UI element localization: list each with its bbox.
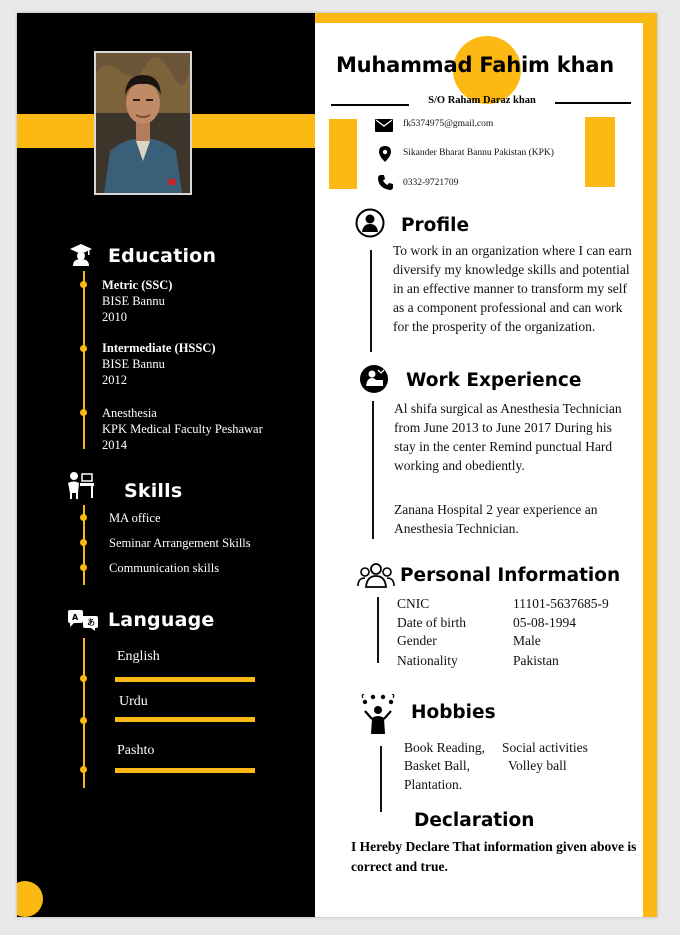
education-institute: BISE Bannu [102,294,165,308]
location-pin-icon [379,146,391,162]
personal-label: Date of birth [397,615,466,630]
timeline-dot [80,514,87,521]
profile-photo [94,51,192,195]
work-entry: Zanana Hospital 2 year experience an Anesthesia Technician. [394,502,598,536]
education-title: Education [108,245,217,267]
education-entry [102,277,172,325]
timeline-dot [80,766,87,773]
education-degree: Intermediate (HSSC) [102,341,216,355]
language-level-bar [115,768,255,773]
education-institute: KPK Medical Faculty Peshawar [102,422,263,436]
education-entry [102,405,263,453]
skill-item: Seminar Arrangement Skills [109,536,251,550]
education-institute: BISE Bannu [102,357,165,371]
declaration-title: Declaration [414,810,535,831]
personal-timeline [377,597,379,663]
skill-item: Communication skills [109,561,220,575]
portrait-image [96,53,190,193]
personal-title: Personal Information [400,565,621,586]
timeline-dot [80,564,87,571]
hobby-item: Social activities [502,740,588,755]
right-accent-bar [643,13,657,917]
language-level-bar [115,677,255,682]
people-group-icon [357,561,395,589]
personal-value: 05-08-1994 [513,615,576,630]
left-sidebar [17,13,315,917]
education-timeline [83,271,85,449]
candidate-name: Muhammad Fahim khan [335,53,615,77]
phone-icon [378,175,393,190]
divider-line [555,102,631,104]
timeline-dot [80,345,87,352]
email-icon [375,119,393,132]
personal-value: Male [513,633,541,648]
language-title: Language [108,609,215,631]
education-degree: Anesthesia [102,406,157,420]
personal-label: Gender [397,633,437,648]
hobbies-timeline [380,746,382,812]
personal-label: Nationality [397,653,458,668]
teacher-desk-icon [65,471,95,499]
skills-title: Skills [124,480,183,502]
contact-accent-left [329,119,357,189]
svg-text:A: A [72,613,79,622]
briefcase-person-icon [359,364,389,394]
work-timeline [372,401,374,539]
contact-accent-right [585,117,615,187]
email-text: fk5374975@gmail.com [403,119,494,129]
juggler-icon [359,694,397,734]
timeline-dot [80,539,87,546]
language-level-bar [115,717,255,722]
graduation-icon [69,242,93,266]
hobby-item: Volley ball [508,758,567,773]
education-degree: Metric (SSC) [102,278,173,292]
education-entry [102,340,216,388]
phone-text: 0332-9721709 [403,178,459,188]
personal-label: CNIC [397,596,430,611]
divider-line [331,104,409,106]
resume-page [17,13,657,917]
svg-text:あ: あ [87,618,95,627]
right-column [315,13,657,917]
declaration-text: I Hereby Declare That information given above is correct and true. [351,839,637,874]
profile-title: Profile [401,215,469,236]
hobby-item: Plantation. [404,777,463,792]
timeline-dot [80,281,87,288]
address-text: Sikander Bharat Bannu Pakistan (KPK) [403,148,554,158]
hobbies-title: Hobbies [411,702,496,723]
profile-timeline [370,250,372,352]
timeline-dot [80,717,87,724]
work-title: Work Experience [406,370,582,391]
hobby-item: Book Reading, [404,740,485,755]
personal-value: 11101-5637685-9 [513,596,609,611]
timeline-dot [80,675,87,682]
skill-item: MA office [109,511,161,525]
personal-value: Pakistan [513,653,559,668]
language-item: Urdu [119,694,148,709]
education-year: 2014 [102,438,127,452]
hobby-item: Basket Ball, [404,758,470,773]
top-accent-bar [315,13,657,23]
profile-text: To work in an organization where I can earn diversify my knowledge skills and potential in an effective manner to transform my self as a component professional and can work for the prosperity of the organization. [393,243,632,334]
language-item: Pashto [117,743,155,758]
parent-name: S/O Raham Daraz khan [428,95,536,106]
language-item: English [117,649,160,664]
user-circle-icon [355,208,385,238]
translate-icon [66,609,100,631]
education-year: 2012 [102,373,127,387]
work-entry: Al shifa surgical as Anesthesia Technician from June 2013 to June 2017 During his stay in the center Remind punctual Hard working and obediently. [394,401,622,473]
education-year: 2010 [102,310,127,324]
timeline-dot [80,409,87,416]
corner-circle-accent [17,881,43,917]
